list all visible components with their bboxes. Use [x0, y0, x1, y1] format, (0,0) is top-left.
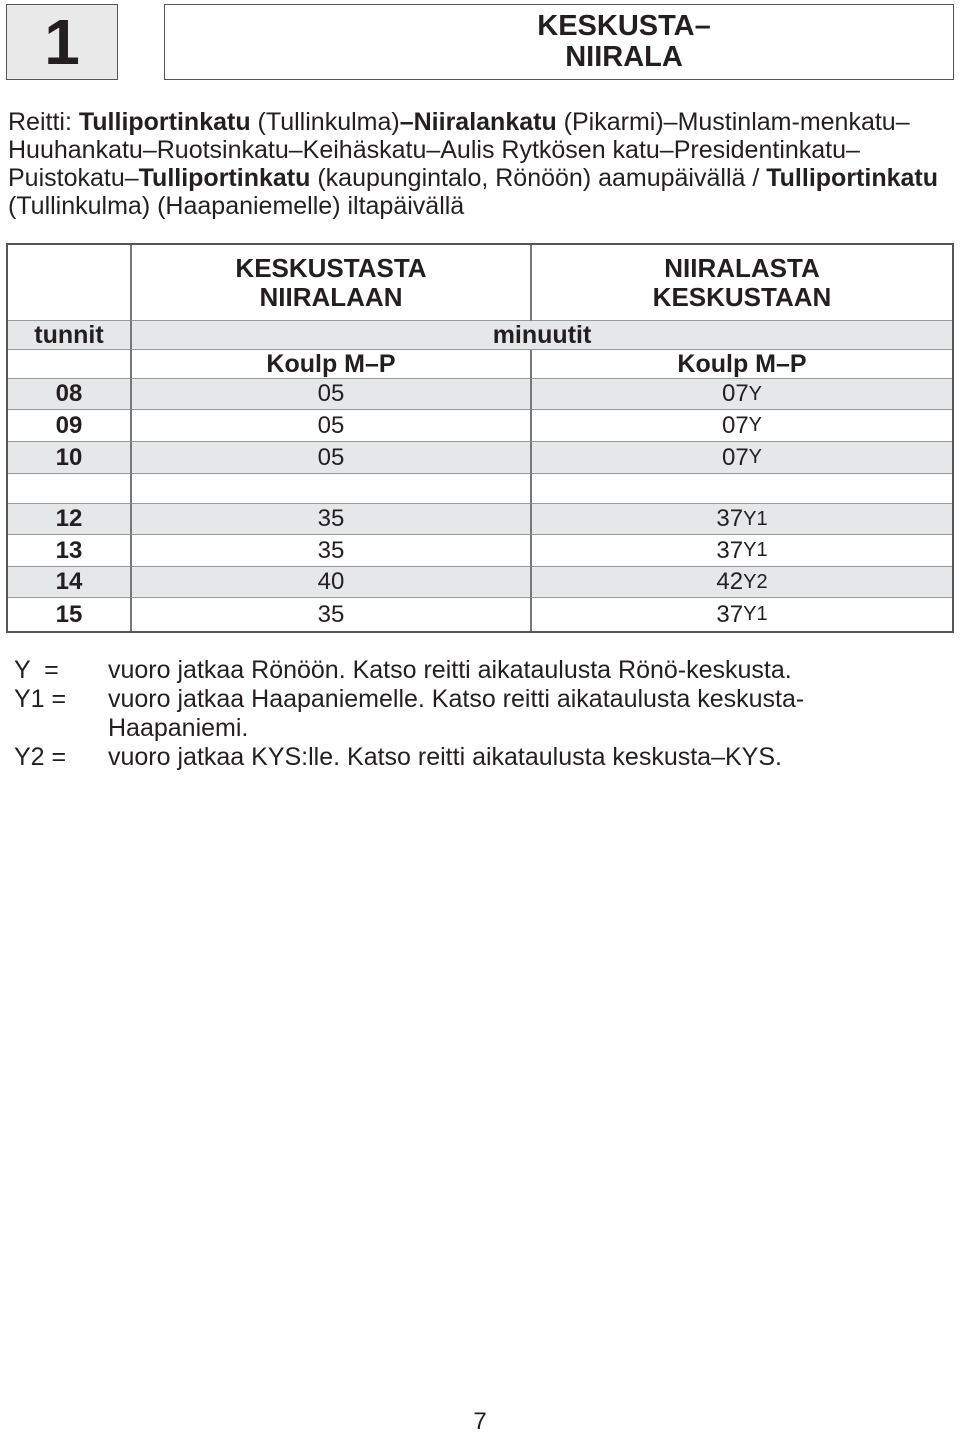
- minute-cell: 07 Y: [530, 379, 952, 410]
- minute-cell: 05: [130, 442, 530, 474]
- route-street: Tulliportinkatu: [78, 108, 251, 136]
- minute-cell: 07 Y: [530, 442, 952, 474]
- timetable-corner: [8, 245, 130, 321]
- note-marker: Y: [748, 382, 763, 405]
- hours-label: tunnit: [8, 321, 130, 350]
- route-title-box: [164, 4, 954, 80]
- route-street: Tulliportinkatu: [766, 164, 938, 192]
- column-a-subheader: Koulp M–P: [130, 350, 530, 379]
- column-header-niiralasta: NIIRALASTA KESKUSTAAN: [530, 245, 952, 321]
- minutes-label: minuutit: [130, 321, 952, 350]
- legend-text: vuoro jatkaa Rönöön. Katso reitti aikataulusta Rönö-keskusta.: [108, 656, 792, 684]
- legend-text: vuoro jatkaa Haapaniemelle. Katso reitti aikataulusta keskusta-Haapaniemi.: [108, 685, 805, 742]
- minute-cell: 07 Y: [530, 410, 952, 442]
- minute-cell: 37 Y1: [530, 598, 952, 631]
- legend-item: [14, 743, 954, 772]
- hour-cell: 13: [8, 535, 130, 567]
- hour-cell: 08: [8, 379, 130, 410]
- note-marker: Y1: [743, 539, 768, 561]
- table-row: [8, 567, 952, 598]
- table-row: [8, 410, 952, 442]
- minute-cell: 35: [130, 504, 530, 535]
- legend-key: Y2 =: [14, 743, 67, 771]
- note-marker: Y: [748, 414, 763, 436]
- route-street: Tulliportinkatu: [138, 164, 311, 192]
- route-streets: (Pikarmi)–Mustinlam-menkatu–Huuhankatu–Ruotsinkatu–Keihäskatu–Aulis Rytkösen katu–Presidentinkatu–Puistokatu–: [8, 108, 910, 192]
- route-title-line-1: KESKUSTA–: [537, 10, 711, 42]
- minute-cell: 35: [130, 598, 530, 631]
- route-number-box: [6, 4, 118, 80]
- route-landmark: (Tullinkulma): [250, 108, 400, 136]
- column-b-subheader: Koulp M–P: [530, 350, 952, 379]
- route-street: –Niiralankatu: [399, 108, 557, 136]
- legend: [14, 656, 954, 772]
- page-number: 7: [473, 1408, 487, 1435]
- route-morning-note: (kaupungintalo, Rönöön) aamupäivällä /: [310, 164, 767, 192]
- minute-cell: 37 Y1: [530, 535, 952, 567]
- legend-item: [14, 685, 954, 743]
- legend-key: Y1 =: [14, 685, 67, 713]
- minute-cell: 35: [130, 535, 530, 567]
- note-marker: Y1: [743, 603, 768, 625]
- table-row: [8, 504, 952, 535]
- legend-key: Y =: [14, 656, 59, 684]
- route-description-prefix: Reitti:: [8, 108, 79, 136]
- minute-cell: 37 Y1: [530, 504, 952, 535]
- table-row: [8, 379, 952, 410]
- minute-cell: 42 Y2: [530, 567, 952, 598]
- note-marker: Y1: [743, 507, 768, 530]
- minute-cell: 05: [130, 410, 530, 442]
- hour-cell: 15: [55, 600, 83, 628]
- table-row: [8, 442, 952, 474]
- route-number: 1: [44, 6, 80, 78]
- table-row: [8, 598, 952, 631]
- route-description: [8, 108, 953, 220]
- note-marker: Y: [748, 446, 763, 468]
- route-title-line-2: NIIRALA: [565, 41, 683, 73]
- table-row: [8, 535, 952, 567]
- hour-cell: 09: [8, 410, 130, 442]
- timetable: [6, 243, 954, 633]
- minute-cell: 05: [130, 379, 530, 410]
- route-afternoon-note: (Tullinkulma) (Haapaniemelle) iltapäivällä: [8, 192, 465, 220]
- minute-cell: 40: [130, 567, 530, 598]
- note-marker: Y2: [743, 570, 768, 593]
- legend-text: vuoro jatkaa KYS:lle. Katso reitti aikataulusta keskusta–KYS.: [108, 743, 782, 771]
- column-header-keskustasta: KESKUSTASTA NIIRALAAN: [130, 245, 530, 321]
- hour-cell: 10: [8, 442, 130, 474]
- table-spacer-row: [8, 474, 952, 504]
- hour-cell: 12: [8, 504, 130, 535]
- hour-cell: 14: [8, 567, 130, 598]
- legend-item: [14, 656, 954, 685]
